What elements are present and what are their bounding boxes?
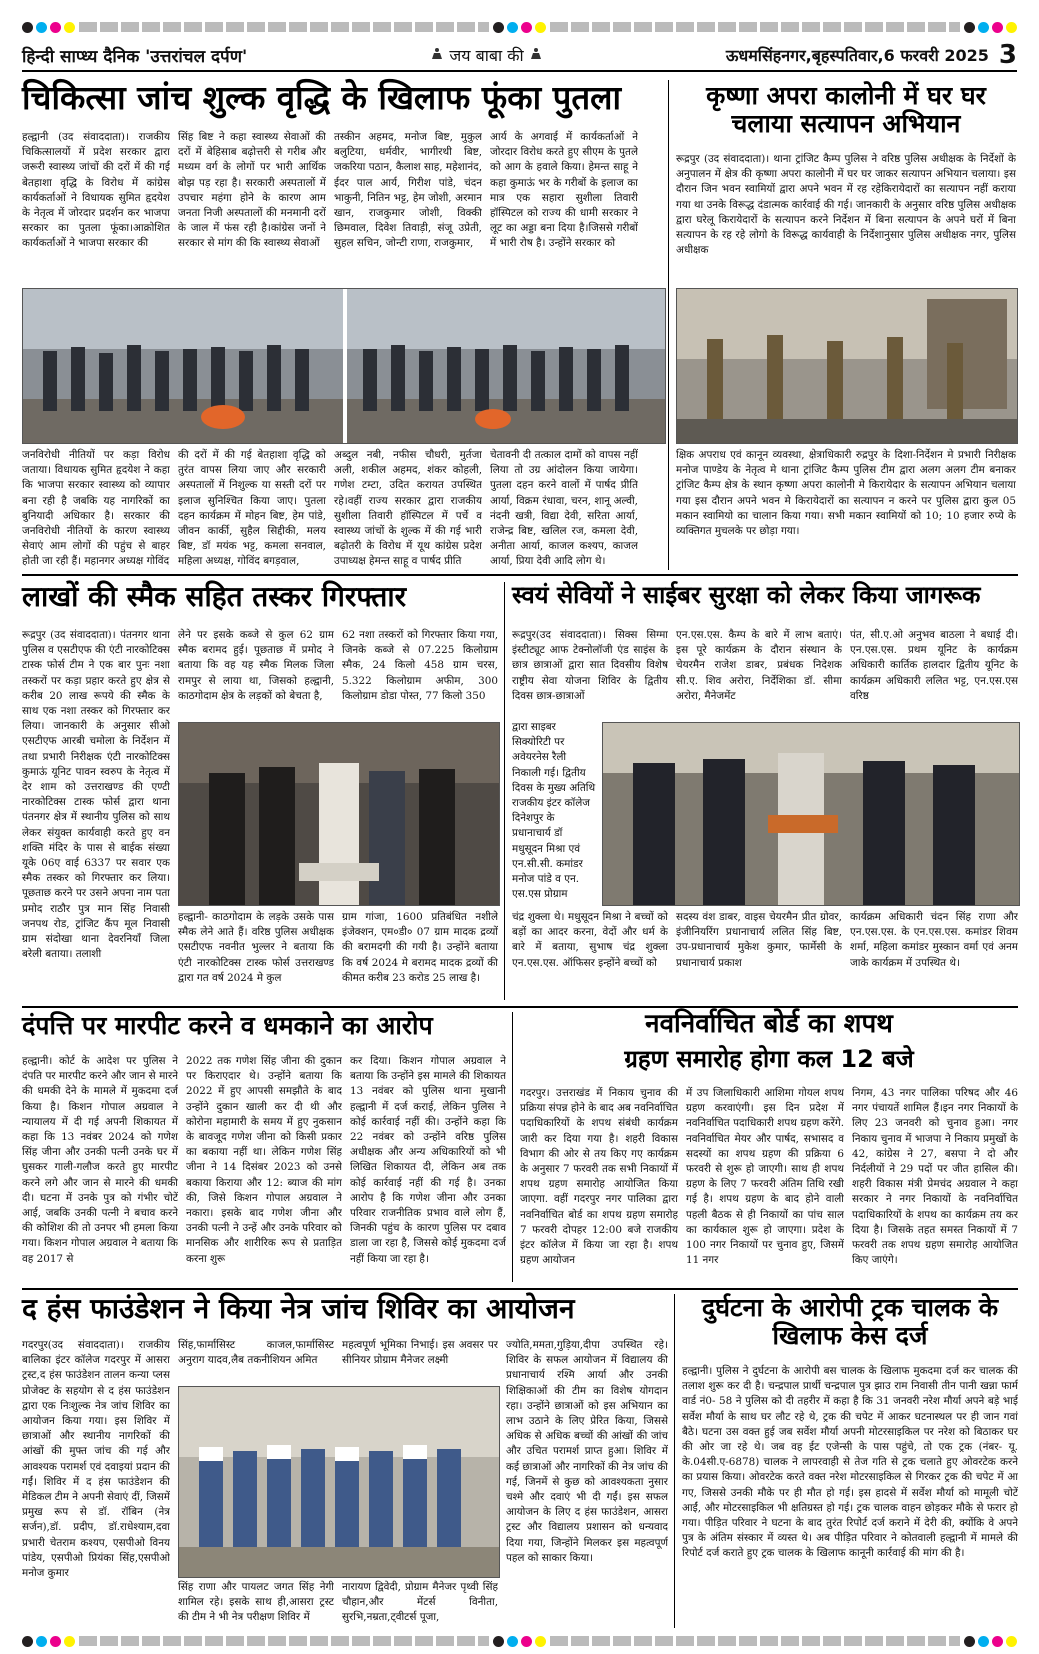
article-effigy-col4: आर्य के अगवाई में कार्यकर्ताओं ने जोरदार विरोध करते हुए सीएम के पुतले को आग के हवाले किया। हेमन्त साहू ने कहा कुमाऊं भर के गरीबों के इलाज का मात्र एक सहारा सुशीला तिवारी हॉस्पिटल को राज्य की धामी सरकार ने लूट का अड्डा बना दिया है।जिससे गरीबों में भारी रोष है। उन्होंने सरकार को (490, 131, 638, 250)
photo-police-verification (676, 288, 1018, 444)
photo-eye-camp (178, 1386, 500, 1578)
article-effigy-col3: तस्कीन अहमद, मनोज बिष्ट, मुकुल बलुटिया, धर्मवीर, भागीरथी बिष्ट, जकरिया पठान, कैलाश साह, महेशानंद, ईदर पाल आर्य, गिरीश पांडे, चंदन भाकुनी, नितिन भट्ट, हेम जोशी, अरमान खान, राजकुमार जोशी, विक्की छिमवाल, दिवेश तिवाड़ी, संजू उप्रेती, सुहल सचिन, जोन्टी राणा, राजकुमार, (334, 131, 482, 250)
page-number: 3 (998, 40, 1017, 70)
lamp-icon (430, 47, 444, 61)
masthead (22, 40, 1017, 72)
headline-cyber-awareness: स्वयं सेवियों ने साईबर सुरक्षा को लेकर किया जागरूक (512, 581, 981, 609)
article-truck-accident: हल्द्वानी। पुलिस ने दुर्घटना के आरोपी बस चालक के खिलाफ मुकदमा दर्ज कर चालक की तलाश शुरू कर दी है। चन्द्रपाल प्रार्थी चन्द्रपाल पुत्र झाउ राम निवासी तीन पानी खन्ना फार्म वार्ड नं0- 58 ने पुलिस को दी तहरीर में कहा है कि 31 जनवरी नरेश मौर्या अपने बड़े भाई सर्वेश मौर्या के साथ घर लौट रहे थे, ट्रक की चपेट में आकर घटनास्थल पर ही जान गवां बैठे। घटना उस वक्त हुई जब सर्वेश मौर्या अपनी मोटरसाइकिल पर नरेश को बिठाकर घर की ओर जा रहे थे। जब वह ईट एजेन्सी के पास पहुंचे, तो एक ट्रक (नंबर- यू. के.04सी.ए-6878) चालक ने लापरवाही से तेज गति से ट्रक चलाते हुए ओवरटेक करने का प्रयास किया। ओवरटेक करते वक्त नरेश मोटरसाइकिल से गिरकर ट्रक की चपेट में आ गए, जिससे उनकी मौके पर ही मौत हो गई। इस हादसे में सर्वेश मौर्या को मामूली चोटें आईं, और मोटरसाइकिल भी क्षतिग्रस्त हो गई। ट्रक चालक वाहन छोड़कर मौके से फरार हो गया। पीड़ित परिवार ने घटना के बाद तुरंत रिपोर्ट दर्ज कराने में देरी की, क्योंकि वे अपने पुत्र के अंतिम संस्कार में व्यस्त थे। अब पीड़ित परिवार ने कोतवाली हल्द्वानी में मामले की रिपोर्ट दर्ज कराते हुए ट्रक चालक के खिलाफ कानूनी कार्रवाई की मांग की है। (682, 1365, 1018, 1560)
article-cyber-col2-bottom: सदस्य वंश डाबर, वाइस चेयरमैन प्रीत ग्रोवर, इंजीनियरिंग प्रधानाचार्य ललित सिंह बिष्ट, उप-प्रधानाचार्य मुकेश कुमार, फार्मेसी के प्रधानाचार्य प्रकाश (676, 911, 842, 969)
article-smack-col3-top: 62 नशा तस्करों को गिरफ्तार किया गया, जिनके कब्जे से 07.225 किलोग्राम स्मैक, 24 किलो 458 ग्राम चरस, 5.322 किलोग्राम अफीम, 300 किलोग्राम डोडा पोस्त, 77 किलो 350 (342, 629, 498, 702)
headline-verification-drive: कृष्णा अपरा कालोनी में घर घर चलाया सत्यापन अभियान (706, 81, 986, 138)
photo-cyber-awareness (602, 722, 1020, 906)
headline-couple-assault: दंपत्ति पर मारपीट करने व धमकाने का आरोप (22, 1011, 433, 1040)
article-swearing-col1: गदरपुर। उत्तराखंड में निकाय चुनाव की प्रक्रिया संपन्न होने के बाद अब नवनिर्वाचित पदाधिकारियों के शपथ संबंधी कार्यक्रम जारी कर दिया गया है। शहरी विकास विभाग की ओर से तय किए गए कार्यक्रम के अनुसार 7 फरवरी तक सभी निकायों में शपथ ग्रहण समारोह आयोजित किया जाएगा. वहीं गदरपुर नगर पालिका द्वारा नवनिर्वाचित बोर्ड का शपथ ग्रहण समारोह 7 फरवरी दोपहर 12:00 बजे राजकीय इंटर कॉलेज में किया जा रहा है। शपथ ग्रहण आयोजन (520, 1087, 678, 1267)
headline-swearing-in-line1: नवनिर्वाचित बोर्ड का शपथ (645, 1009, 893, 1039)
article-eyecamp-col4: ज्योति,ममता,गुड़िया,दीपा उपस्थित रहे।शिविर के सफल आयोजन में विद्यालय की प्रधानाचार्य रश्मि आर्या और उनकी शिक्षिकाओं की टीम का विशेष योगदान रहा। उन्होंने छात्राओं को इस अभियान का लाभ उठाने के लिए प्रेरित किया, जिससे अधिक से अधिक बच्चों की आंखों की जांच और उचित परामर्श प्राप्त हुआ। शिविर में कई छात्राओं और नागरिकों की नेत्र जांच की गई, जिनमें से कुछ को आवश्यकता नुसार चश्मे और दवाएं भी दी गईं। इस सफल आयोजन के लिए द हंस फाउंडेशन, आसरा ट्रस्ट और विद्यालय प्रशासन को धन्यवाद दिया गया, जिन्होंने मिलकर इस महत्वपूर्ण पहल को साकार किया। (506, 1339, 668, 1564)
article-cyber-col1-narrow: द्वारा साइबर सिक्योरिटी पर अवेयरनेस रैली निकाली गई। द्वितीय दिवस के मुख्य अतिथि राजकीय इंटर कॉलेज दिनेशपुर के प्रधानाचार्य डॉ मधुसूदन मिश्रा एवं एन.सी.सी. कमांडर मनोज पांडे व एन. एस.एस प्रोग्राम (512, 721, 596, 901)
section-rule (22, 1288, 1018, 1290)
article-cyber-col1-top: रूद्रपुर(उद संवाददाता)। सिक्स सिग्मा इंस्टीट्यूट आफ टेक्नोलॉजी एंड साइंस के छात्र छात्राओं द्वारा सात दिवसीय विशेष राष्ट्रीय सेवा योजना शिविर के द्वितीय दिवस छात्र-छात्राओं (512, 629, 668, 702)
article-swearing-col3: निगम, 43 नगर पालिका परिषद और 46 नगर पंचायतें शामिल हैं।इन नगर निकायों के लिए 23 जनवरी को चुनाव हुआ। नगर निकाय चुनाव में भाजपा ने निकाय प्रमुखों के 42, कांग्रेस ने 27, बसपा ने दो और निर्दलीयों ने 29 पदों पर जीत हासिल की। शहरी विकास मंत्री प्रेमचंद अग्रवाल ने कहा सरकार ने नगर निकायों के नवनिर्वाचित पदाधिकारियों के शपथ का कार्यक्रम तय कर दिया है। जिसके तहत समस्त निकायों में 7 फरवरी तक शपथ ग्रहण समारोह आयोजित किए जाएंगे। (852, 1087, 1018, 1267)
column-rule (668, 80, 669, 570)
article-verification-bottom: क्षिक अपराध एवं कानून व्यवस्था, क्षेत्राधिकारी रुद्रपुर के दिशा-निर्देशन मे प्रभारी निरीक्षक मनोज पाण्डेय के नेतृत्व मे थाना ट्रांजिट कैम्प पुलिस टीम द्वारा अलग अलग टीम बनाकर ट्रांजिट कैम्प क्षेत्र के स्थान कृष्णा अपरा कालोनी मे किरायेदार के सत्यापन अभियान चलाया गया इस दौरान अपने भवन मे किरायेदारों का सत्यापन न करने पर पुलिस द्वारा कुल 05 मकान स्वामियो का चालान किया गया। सभी मकान स्वामियों को 10; 10 हजार रुप्ये के व्यक्तिगत मुचलके पर छोड़ा गया। (676, 449, 1016, 538)
masthead-center (430, 44, 543, 66)
article-assault-col2: 2022 तक गणेश सिंह जीना की दुकान पर किराएदार थे। उन्होंने बताया कि 2022 में हुए आपसी समझौते के बाद उन्होंने दुकान खाली कर दी थी और कोरोना महामारी के समय में हुए नुकसान के बावजूद गणेश जीना को किसी प्रकार का बकाया नहीं था। लेकिन गणेश सिंह जीना ने 14 दिसंबर 2023 को उनसे बकाया किराया और 12: ब्याज की मांग की, जिसे किशन गोपाल अग्रवाल ने नकारा। इसके बाद गणेश जीना और उनकी पत्नी ने उन्हें और उनके परिवार को मानसिक और शारीरिक रूप से प्रताड़ित करना शुरू (186, 1055, 342, 1265)
article-smack-col2-bottom: हल्द्वानी- काठगोदाम के लड़के उसके पास स्मैक लेने आते हैं। वरिष्ठ पुलिस अधीक्षक एसटीएफ नवनीत भुल्लर ने बताया कि एंटी नारकोटिक्स टास्क फोर्स उत्तराखण्ड द्वारा गत वर्ष 2024 मे कुल (178, 911, 334, 984)
article-effigy-col1-cont: जनविरोधी नीतियों पर कड़ा विरोध जताया। विधायक सुमित हृदयेश ने कहा कि भाजपा सरकार स्वास्थ्य को व्यापार बना रही है जबकि यह नागरिकों का बुनियादी अधिकार है। सरकार की जनविरोधी नीतियों के कारण स्वास्थ्य सेवाएं आम लोगों की पहुंच से बाहर होती जा रही हैं। महानगर अध्यक्ष गोविंद (22, 449, 170, 568)
article-cyber-col2-top: एन.एस.एस. कैम्प के बारे में लाभ बताएं। इस पूरे कार्यक्रम के दौरान संस्थान के चेयरमैन राजेश डाबर, प्रबंधक निदेशक सी.ए. शिव अरोरा, निर्देशिका डॉ. सीमा अरोरा, मैनेजमेंट (676, 629, 842, 702)
masthead-right (726, 40, 1017, 70)
section-rule (22, 1006, 1018, 1008)
article-assault-col3: कर दिया। किशन गोपाल अग्रवाल ने बताया कि उन्होंने इस मामले की शिकायत 13 नवंबर को पुलिस थाना मुखानी हल्द्वानी में दर्ज कराई, लेकिन पुलिस ने कोई कार्रवाई नहीं की। उन्होंने कहा कि 22 नवंबर को उन्होंने वरिष्ठ पुलिस अधीक्षक और अन्य अधिकारियों को भी लिखित शिकायत दी, लेकिन अब तक कोई कार्रवाई नहीं की गई है। उनका आरोप है कि गणेश जीना और उनका परिवार राजनीतिक प्रभाव वाले लोग हैं, जिनकी पहुंच के कारण पुलिस पर दबाव डाला जा रहा है, जिससे कोई मुकदमा दर्ज नहीं किया जा रहा है। (350, 1055, 506, 1265)
article-effigy-col3-cont: अब्दुल नबी, नफीस चौधरी, मुर्तजा अली, शकील अहमद, शंकर कोहली, गणेश टम्टा, उदित करायत उपस्थित रहे।वहीं राज्य सरकार द्वारा राजकीय सुशीला तिवारी हॉस्पिटल में पर्चे व स्वास्थ्य जांचों के शुल्क में की गई भारी बढ़ोतरी के विरोध में यूथ कांग्रेस प्रदेश उपाध्यक्ष हेमन्त साहू व पार्षद प्रीति (334, 449, 482, 568)
bottom-registration-bar (22, 1634, 1017, 1648)
headline-truck-accident: दुर्घटना के आरोपी ट्रक चालक के खिलाफ केस दर्ज (701, 1293, 999, 1350)
article-effigy-col1: हल्द्वानी (उद संवाददाता)। राजकीय चिकित्सालयों में प्रदेश सरकार द्वारा जरूरी स्वास्थ्य जांचों की दरों में की गई बेतहाशा वृद्धि के विरोध में कांग्रेस कार्यकर्ताओं ने विधायक सुमित हृदयेश के नेतृत्व में जोरदार प्रदर्शन कर भाजपा सरकार का पुतला फूंका।आक्रोशित कार्यकर्ताओं ने भाजपा सरकार की (22, 131, 170, 250)
article-cyber-col3-top: पंत, सी.ए.ओ अनुभव बाठला ने बधाई दी। एन.एस.एस. प्रथम यूनिट के कार्यक्रम अधिकारी कार्तिक हालदार द्वितीय यूनिट के कार्यक्रम अधिकारी ललित भट्ट, एन.एस.एस वरिष्ठ (850, 629, 1018, 702)
article-effigy-col2: सिंह बिष्ट ने कहा स्वास्थ्य सेवाओं की दरों में बेहिसाब बढ़ोत्तरी से गरीब और मध्यम वर्ग के लोगों पर भारी आर्थिक बोझ पड़ रहा है। सरकारी अस्पतालों में उपचार महंगा होने के कारण आम जनता निजी अस्पतालों की मनमानी दरों के जाल में फंस रही है।कांग्रेस जनों ने सरकार से मांग की कि स्वास्थ्य सेवाओं (178, 131, 326, 250)
photo-smuggler-arrest (178, 722, 500, 906)
headline-eye-camp: द हंस फाउंडेशन ने किया नेत्र जांच शिविर का आयोजन (22, 1292, 575, 1325)
column-rule (674, 1294, 675, 1628)
article-swearing-col2: में उप जिलाधिकारी आशिमा गोयल शपथ ग्रहण करवाएंगी। इस दिन प्रदेश में नवनिर्वाचित पदाधिकारी शपथ ग्रहण करेंगे. नवनिर्वाचित मेयर और पार्षद, सभासद व सदस्यों का शपथ ग्रहण की प्रक्रिया 6 फरवरी से शुरू हो जाएगी। साथ ही शपथ ग्रहण के लिए 7 फरवरी अंतिम तिथि रखी गई है। शपथ ग्रहण के बाद होने वाली पहली बैठक से ही निकायों का पांच साल का कार्यकाल शुरू हो जाएगा। प्रदेश के 100 नगर निकायों पर चुनाव हुए, जिसमें 11 नगर (686, 1087, 844, 1267)
article-smack-col2-top: लेने पर इसके कब्जे से कुल 62 ग्राम स्मैक बरामद हुई। पूछताछ में प्रमोद ने बताया कि वह यह स्मैक मिलक जिला रामपुर से लाया था, जिसको हल्द्वानी, काठगोदाम क्षेत्र के लड़कों को बेचता है, (178, 629, 334, 702)
headline-effigy-burning: चिकित्सा जांच शुल्क वृद्धि के खिलाफ फूंका पुतला (22, 78, 622, 117)
article-eyecamp-col2-bottom: सिंह राणा और पायलट जगत सिंह नेगी शामिल रहे। इसके साथ ही,आसरा ट्रस्ट की टीम ने भी नेत्र परीक्षण शिविर में (178, 1581, 334, 1624)
column-rule (512, 1012, 513, 1282)
article-eyecamp-col1: गदरपुर(उद संवाददाता)। राजकीय बालिका इंटर कॉलेज गदरपुर में आसरा ट्रस्ट,द हंस फाउंडेशन तालन कन्या प्लस प्रोजेक्ट के सहयोग से द हंस फाउंडेशन द्वारा एक निःशुल्क नेत्र जांच शिविर का आयोजन किया गया। इस शिविर में छात्राओं और स्थानीय नागरिकों की आंखों की मुफ्त जांच की गई और आवश्यक परामर्श एवं दवाइयां प्रदान की गईं। शिविर में द हंस फाउंडेशन की मेडिकल टीम ने अपनी सेवाएं दीं, जिसमें प्रमुख रूप से डॉ. रॉबिन (नेत्र सर्जन),डॉ. प्रदीप, डॉ.राधेश्याम,दवा प्रभारी चेतराम कश्यप, एसपीओ विनय पांडेय, एसपीओ प्रियंका सिंह,एसपीओ मनोज कुमार (22, 1339, 170, 1580)
headline-swearing-in-line2: ग्रहण समारोह होगा कल 12 बजे (624, 1045, 914, 1073)
article-smack-col1: रूद्रपुर (उद संवाददाता)। पंतनगर थाना पुलिस व एसटीएफ की एंटी नारकोटिक्स टास्क फोर्स टीम ने एक बार पुनः नशा तस्करों पर कड़ा प्रहार करते हुए क्षेत्र से करीब 20 लाख रूपये की स्मैक के साथ एक नशा तस्कर को गिरफ्तार कर लिया। जानकारी के अनुसार सीओ एसटीएफ आरबी चमोला के निर्देशन में तथा प्रभारी निरीक्षक एंटी नारकोटिक्स कुमाऊं यूनिट पावन स्वरुप के नेतृत्व में देर शाम को उत्तराखण्ड की एण्टी नारकोटिक्स टास्क फोर्स द्वारा थाना पंतनगर क्षेत्र में स्थानीय पुलिस को साथ लेकर संयुक्त कार्यवाही करते हुए वन शक्ति मंदिर के पास से बाईक संख्या यूके 06ए वाई 6337 पर सवार एक स्मैक तस्कर को गिरफ्तार कर लिया। पूछताछ करने पर उसने अपना नाम पता प्रमोद राठौर पुत्र मान सिंह निवासी जनपथ रोड, ट्रांजिट कैंप मूल निवासी ग्राम संदोखा थाना देवरनियाँ जिला बरेली बताया। तलाशी (22, 629, 170, 961)
article-assault-col1: हल्द्वानी। कोर्ट के आदेश पर पुलिस ने दंपति पर मारपीट करने और जान से मारने की धमकी देने के मामले में मुकदमा दर्ज किया है। किशन गोपाल अग्रवाल ने न्यायालय में दी गई अपनी शिकायत में कहा कि 13 नवंबर 2024 को गणेश सिंह जीना और उनकी पत्नी उनके घर में घुसकर गाली-गलौज करते हुए मारपीट करने लगे और जान से मारने की धमकी दी। घटना में उनके पुत्र को गंभीर चोटें आई, जबकि उनकी पत्नी ने बचाव करने की कोशिश की तो उनपर भी हमला किया गया। किशन गोपाल अग्रवाल ने बताया कि वह 2017 से (22, 1055, 178, 1265)
column-rule (504, 582, 505, 1000)
top-registration-bar (22, 20, 1017, 34)
section-rule (22, 574, 1018, 576)
article-verification-top: रूद्रपुर (उद संवाददाता)। थाना ट्रांजिट कैम्प पुलिस ने वरिष्ठ पुलिस अधीक्षक के निर्देशों के अनुपालन में क्षेत्र की कृष्णा अपरा कालोनी में घर घर जाकर सत्यापन अभियान चलाया। इस दौरान जिन भवन स्वामियों द्वारा अपने भवन में रह रहेकिरायेदारों का सत्यापन नहीं कराया गया था उनके विरूद्ध दंडात्मक कार्रवाई की गई। जानकारी के अनुसार वरिष्ठ पुलिस अधीक्षक द्वारा घरेलू किरायेदारों के सत्यापन करने निर्देशन में बिना सत्यापन के अपने घरों में बिना सत्यापन के रह रहे लोगो के विरूद्ध कार्यवाही के निर्देशानुसार पुलिस अधीक्षक नगर, पुलिस अधीक्षक (676, 153, 1016, 257)
article-cyber-col1-bottom: चंद्र शुक्ला थे। मधुसूदन मिश्रा ने बच्चों को बड़ों का आदर करना, वेदों और धर्म के बारे में बताया, सुभाष चंद्र शुक्ला एन.एस.एस. ऑफिसर इन्होंने बच्चों को (512, 911, 668, 969)
article-eyecamp-col3-top: महत्वपूर्ण भूमिका निभाई। इस अवसर पर सीनियर प्रोग्राम मैनेजर लक्ष्मी (342, 1339, 498, 1367)
lamp-icon (529, 47, 543, 61)
article-smack-col3-bottom: ग्राम गांजा, 1600 प्रतिबंधित नशीले इंजेक्शन, एम०डी० 07 ग्राम मादक द्रव्यों की बरामदगी की गयी है। उन्होंने बताया कि वर्ष 2024 मे बरामद मादक द्रव्यों की कीमत करीब 23 करोड 25 लाख है। (342, 911, 498, 984)
dateline: ऊधमसिंहनगर,बृहस्पतिवार,6 फरवरी 2025 (725, 46, 989, 65)
article-effigy-col2-cont: की दरों में की गई बेतहाशा वृद्धि को तुरंत वापस लिया जाए और सरकारी अस्पतालों में निशुल्क या सस्ती दरों पर इलाज सुनिश्चित किया जाए। पुतला दहन कार्यक्रम में मोहन बिष्ट, हेम पांडे, जीवन कार्की, सुहैल सिद्दीकी, मलय बिष्ट, डॉ मयंक भट्ट, कमला सनवाल, महिला अध्यक्ष, गोविंद बगड़वाल, (178, 449, 326, 568)
article-cyber-col3-bottom: कार्यक्रम अधिकारी चंदन सिंह राणा और एन.एस.एस. के एन.एस.एस. कमांडर शिवम शर्मा, महिला कमांडर मुस्कान वर्मा एवं अनम जाके कार्यक्रम में उपस्थित थे। (850, 911, 1018, 969)
article-eyecamp-col3-bottom: नारायण द्विवेदी, प्रोग्राम मैनेजर पृथ्वी सिंह चौहान,और मेंटर्स विनीता, सुरभि,नम्रता,ट्वीटर्स पूजा, (342, 1581, 498, 1624)
photo-effigy-protest (22, 288, 666, 444)
article-eyecamp-col2-top: सिंह,फार्मासिस्ट काजल,फार्मासिस्ट अनुराग यादव,लैब तकनीशियन अमित (178, 1339, 334, 1367)
masthead-slogan: जय बाबा की (449, 46, 524, 65)
article-effigy-col4-cont: चेतावनी दी तत्काल दामों को वापस नहीं लिया तो उग्र आंदोलन किया जायेगा। पुतला दहन करने वालों में पार्षद प्रीति आर्या, विक्रम रंधावा, चरन, शानू अल्वी, नंदनी खत्री, विद्या देवी, सरिता आर्या, राजेन्द्र बिष्ट, खलिल रज, कमला देवी, अनीता आर्या, काजल कश्यप, काजल आर्या, प्रिया देवी आदि लोग थे। (490, 449, 638, 568)
headline-smack-smuggler: लाखों की स्मैक सहित तस्कर गिरफ्तार (22, 580, 407, 613)
paper-name: हिन्दी साप्ध्य दैनिक 'उत्तरांचल दर्पण' (22, 46, 248, 67)
